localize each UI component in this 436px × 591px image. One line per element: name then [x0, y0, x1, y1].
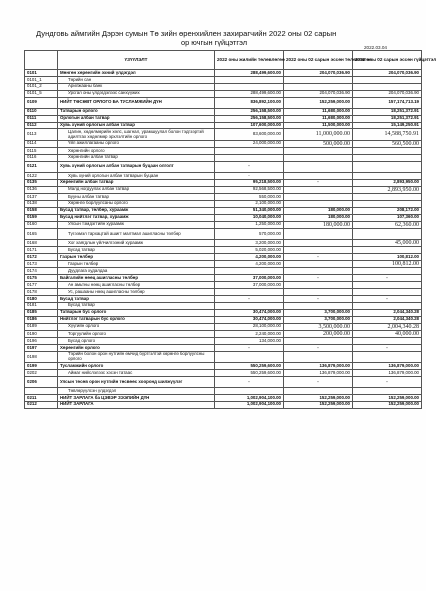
table-row [25, 388, 422, 395]
row-code: 0177 [25, 282, 58, 289]
row-annual-plan: - [215, 344, 284, 351]
row-monthly-plan [284, 302, 353, 309]
row-monthly-plan [284, 200, 353, 207]
row-label: Газрын төлбөр [58, 254, 215, 261]
row-annual-plan: 83,600,000.00 [215, 129, 284, 140]
table-row [25, 214, 422, 221]
row-monthly-plan [284, 289, 353, 296]
row-code [25, 388, 58, 395]
row-annual-plan [215, 76, 284, 83]
row-monthly-plan: 11,680,000.00 [284, 108, 353, 115]
row-monthly-plan [284, 172, 353, 179]
row-label: Татварын бус орлого [58, 309, 215, 316]
row-annual-plan: 288,499,600.00 [215, 70, 284, 77]
header-cumulative-plan: 2022 оны 02 сарын эссөн гүйцэтгэл [353, 51, 422, 70]
table-row [25, 268, 422, 275]
row-code: 0113 [25, 129, 58, 140]
table-row [25, 254, 422, 261]
row-code: 0206 [25, 376, 58, 387]
row-label: Бусад татвар [58, 302, 215, 309]
row-code: 0190 [25, 330, 58, 337]
table-row [25, 147, 422, 154]
table-row [25, 351, 422, 362]
table-row [25, 179, 422, 186]
row-code: 0158 [25, 207, 58, 214]
row-cumulative-value [353, 83, 422, 90]
table-row [25, 228, 422, 239]
row-label: Хөрөнгийн орлого [58, 147, 215, 154]
row-code: 0138 [25, 200, 58, 207]
table-row [25, 240, 422, 247]
row-annual-plan: 288,499,600.00 [215, 90, 284, 97]
row-code: 0172 [25, 254, 58, 261]
row-monthly-plan: 152,259,000.00 [284, 97, 353, 108]
row-cumulative-value: 18,251,372.91 [353, 108, 422, 115]
row-code: 0174 [25, 268, 58, 275]
header-monthly-plan: 2022 оны 02 сарын эссөн төлөвлөгөө [284, 51, 353, 70]
header-code [25, 51, 58, 70]
row-monthly-plan [284, 261, 353, 268]
row-cumulative-value: 208,172.00 [353, 207, 422, 214]
row-annual-plan: 134,000.00 [215, 338, 284, 345]
row-code: 0160 [25, 221, 58, 228]
row-monthly-plan: - [284, 275, 353, 282]
row-label: Бусад татвар, төлбөр, хураамж [58, 207, 215, 214]
table-row [25, 369, 422, 376]
row-annual-plan [215, 83, 284, 90]
row-annual-plan: 92,568,500.00 [215, 186, 284, 193]
row-monthly-plan: - [284, 376, 353, 387]
row-annual-plan: 10,040,000.00 [215, 214, 284, 221]
row-code: 0122 [25, 172, 58, 179]
row-cumulative-value: 107,360.00 [353, 214, 422, 221]
row-code: 0137 [25, 193, 58, 200]
row-annual-plan: 550,259,600.00 [215, 369, 284, 376]
row-annual-plan: - [215, 295, 284, 302]
row-label: Бусад орлого [58, 338, 215, 345]
row-annual-plan [215, 388, 284, 395]
row-code: 0135 [25, 179, 58, 186]
row-annual-plan: 107,600,000.00 [215, 122, 284, 129]
row-annual-plan: 37,000,000.00 [215, 282, 284, 289]
row-cumulative-value: 136,879,000.00 [353, 363, 422, 370]
row-annual-plan [215, 268, 284, 275]
table-row [25, 282, 422, 289]
row-cumulative-value [353, 282, 422, 289]
row-label: Аймаг нийслэлээс хэсэн татаас [58, 369, 215, 376]
row-annual-plan: 28,100,000.00 [215, 323, 284, 330]
row-label: Цалин, хөдөлмөрийн хөлс, шагнал, урамшуулал болон тэдгээртэй адилтгах хөдөлмөр эрхлэлтийн орлого [58, 129, 215, 140]
row-monthly-plan [284, 351, 353, 362]
row-monthly-plan: 11,000,000.00 [284, 129, 353, 140]
row-code: 0114 [25, 140, 58, 147]
row-code: 0196 [25, 338, 58, 345]
table-row [25, 394, 422, 401]
row-annual-plan: 30,474,000.00 [215, 316, 284, 323]
table-row [25, 70, 422, 77]
row-code: 0112 [25, 122, 58, 129]
row-cumulative-value [353, 228, 422, 239]
row-code: 0175 [25, 275, 58, 282]
row-label: Ус, рашааны нөөц ашигласны төлбөр [58, 289, 215, 296]
row-label: Тәрийн болон орон нутгийн өмчид бүртгэлтэй хөрөнгө борлуулсны орлого [58, 351, 215, 362]
table-row [25, 261, 422, 268]
row-code: 0136 [25, 186, 58, 193]
row-code: 0171 [25, 247, 58, 254]
table-row [25, 161, 422, 172]
row-cumulative-value [353, 76, 422, 83]
row-cumulative-value [353, 161, 422, 172]
table-row [25, 115, 422, 122]
row-code: 0198 [25, 351, 58, 362]
row-code: 0101_1 [25, 76, 58, 83]
row-monthly-plan [284, 282, 353, 289]
table-row [25, 76, 422, 83]
row-cumulative-value: 18,251,372.91 [353, 115, 422, 122]
row-cumulative-value: 157,174,713.19 [353, 97, 422, 108]
row-annual-plan: 1,002,904,100.00 [215, 401, 284, 408]
table-row [25, 122, 422, 129]
row-annual-plan: 30,474,000.00 [215, 309, 284, 316]
row-cumulative-value [353, 247, 422, 254]
row-code: 0121 [25, 161, 58, 172]
row-monthly-plan: 200,000.00 [284, 330, 353, 337]
row-monthly-plan: - [284, 254, 353, 261]
row-annual-plan: 2,240,000.00 [215, 330, 284, 337]
row-code: 0178 [25, 289, 58, 296]
row-cumulative-value: 136,879,000.00 [353, 369, 422, 376]
row-monthly-plan: - [284, 295, 353, 302]
row-annual-plan: 37,000,000.00 [215, 275, 284, 282]
row-monthly-plan: 500,000.00 [284, 140, 353, 147]
row-cumulative-value: 40,000.00 [353, 330, 422, 337]
row-label: НИЙТ ЗАРЛАГА [58, 401, 215, 408]
table-row [25, 129, 422, 140]
row-label: Хог хаягдлын үйлчилгээний хураамж [58, 240, 215, 247]
row-code: 0181 [25, 302, 58, 309]
row-annual-plan: 3,200,000.00 [215, 240, 284, 247]
table-row [25, 186, 422, 193]
row-annual-plan: 5,020,000.00 [215, 247, 284, 254]
row-annual-plan [215, 351, 284, 362]
row-label: Хөрөнгө борлуулсаны орлого [58, 200, 215, 207]
row-annual-plan: 1,250,000.00 [215, 221, 284, 228]
row-label: НИЙТ ЗАРЛАГА ба ЦЭВЭР ЗЭЭЛИЙН ДҮН [58, 394, 215, 401]
row-monthly-plan: 180,000.00 [284, 214, 353, 221]
row-monthly-plan: 3,700,000.00 [284, 309, 353, 316]
row-label: Улсын төсөв орон нутгийн төсвөөс хооронд шилжүүлэг [58, 376, 215, 387]
row-monthly-plan [284, 388, 353, 395]
row-cumulative-value [353, 154, 422, 161]
table-row [25, 338, 422, 345]
row-cumulative-value: 560,500.00 [353, 140, 422, 147]
row-cumulative-value: 2,044,340.28 [353, 316, 422, 323]
row-cumulative-value: 152,259,000.00 [353, 394, 422, 401]
row-label: Мөнгөн хөрөнгийн эхний үлдэгдэл [58, 70, 215, 77]
row-monthly-plan: 11,500,000.00 [284, 122, 353, 129]
table-row [25, 90, 422, 97]
row-label: Төрийн сан [58, 76, 215, 83]
row-monthly-plan: 136,879,000.00 [284, 369, 353, 376]
row-cumulative-value: 204,070,036.90 [353, 90, 422, 97]
table-row [25, 401, 422, 408]
row-label: Бусад татвар [58, 247, 215, 254]
row-label: Байгалийн нөөц ашигласны төлбөр [58, 275, 215, 282]
row-annual-plan: 550,259,600.00 [215, 363, 284, 370]
table-row [25, 323, 422, 330]
table-row [25, 108, 422, 115]
row-monthly-plan [284, 76, 353, 83]
row-annual-plan: 51,340,000.00 [215, 207, 284, 214]
row-monthly-plan [284, 240, 353, 247]
row-label: Бусад нийтлэг татвар, хураамж [58, 214, 215, 221]
row-label: Орлогын албан татвар [58, 115, 215, 122]
row-monthly-plan: 204,070,036.90 [284, 70, 353, 77]
row-annual-plan: 24,000,000.00 [215, 140, 284, 147]
row-cumulative-value [353, 268, 422, 275]
row-cumulative-value: - [353, 344, 422, 351]
row-monthly-plan [284, 186, 353, 193]
row-code: 0109 [25, 97, 58, 108]
row-code: 0173 [25, 261, 58, 268]
row-label: Улсын тэмдэгтийн хураамж [58, 221, 215, 228]
row-monthly-plan [284, 161, 353, 172]
row-code: 0111 [25, 115, 58, 122]
table-row [25, 316, 422, 323]
row-code: 0101 [25, 70, 58, 77]
row-label: Хувь хүний орлогын албан татвар [58, 122, 215, 129]
row-monthly-plan: 136,879,000.00 [284, 363, 353, 370]
row-monthly-plan: 180,000.00 [284, 221, 353, 228]
row-monthly-plan: 152,259,000.00 [284, 394, 353, 401]
row-monthly-plan [284, 338, 353, 345]
row-cumulative-value: 15,149,250.91 [353, 122, 422, 129]
row-annual-plan: - [215, 161, 284, 172]
table-row [25, 207, 422, 214]
row-monthly-plan [284, 228, 353, 239]
row-code: 0116 [25, 154, 58, 161]
row-code: 0159 [25, 214, 58, 221]
row-code: 0211 [25, 394, 58, 401]
row-code: 0202 [25, 369, 58, 376]
row-code: 0168 [25, 240, 58, 247]
header-indicator: ҮЗҮҮЛЭЛТ [58, 51, 215, 70]
row-monthly-plan [284, 193, 353, 200]
row-cumulative-value: - [353, 295, 422, 302]
report-date: 2022.03.04 [364, 45, 387, 50]
row-label: Хүүгийн орлого [58, 323, 215, 330]
row-label: Бусад татвар [58, 295, 215, 302]
row-label: Арилжааны банк [58, 83, 215, 90]
row-cumulative-value: 100,812.00 [353, 261, 422, 268]
row-monthly-plan [284, 83, 353, 90]
row-annual-plan [215, 147, 284, 154]
row-cumulative-value: 2,004,340.28 [353, 323, 422, 330]
table-row [25, 154, 422, 161]
row-cumulative-value: 152,259,000.00 [353, 401, 422, 408]
table-row [25, 221, 422, 228]
row-cumulative-value: 45,000.00 [353, 240, 422, 247]
row-code: 0199 [25, 363, 58, 370]
row-monthly-plan: 3,500,000.00 [284, 323, 353, 330]
row-monthly-plan [284, 268, 353, 275]
row-label: Үйл ажиллагааны орлого [58, 140, 215, 147]
row-label: Торгуулийн орлого [58, 330, 215, 337]
table-row [25, 344, 422, 351]
row-cumulative-value [353, 302, 422, 309]
row-cumulative-value [353, 172, 422, 179]
row-annual-plan: 4,200,000.00 [215, 254, 284, 261]
row-cumulative-value [353, 351, 422, 362]
row-code: 0115 [25, 147, 58, 154]
row-label: Нийтлэг татварын бус орлого [58, 316, 215, 323]
row-code: 0189 [25, 323, 58, 330]
row-label: Хөрөнгийн албан татвар [58, 154, 215, 161]
table-row [25, 200, 422, 207]
table-row [25, 275, 422, 282]
row-cumulative-value: 100,812.00 [353, 254, 422, 261]
row-cumulative-value: 204,070,036.90 [353, 70, 422, 77]
row-annual-plan: 836,892,100.00 [215, 97, 284, 108]
row-annual-plan: - [215, 172, 284, 179]
row-monthly-plan [284, 154, 353, 161]
row-code: 0180 [25, 295, 58, 302]
row-annual-plan: 256,158,500.00 [215, 108, 284, 115]
row-annual-plan: 570,000.00 [215, 228, 284, 239]
row-monthly-plan: 204,070,036.90 [284, 90, 353, 97]
row-label: Газрын төлбөр [58, 261, 215, 268]
row-code: 0101_2 [25, 83, 58, 90]
row-annual-plan [215, 154, 284, 161]
row-label: Хөрөнгийн албан татвар [58, 179, 215, 186]
table-header-row [25, 51, 422, 70]
table-row [25, 140, 422, 147]
row-label: Ан амьтны нөөц ашигласны төлбөр [58, 282, 215, 289]
row-code: 0110 [25, 108, 58, 115]
row-annual-plan: 256,158,500.00 [215, 115, 284, 122]
row-monthly-plan: - [284, 179, 353, 186]
budget-table [24, 50, 436, 409]
row-cumulative-value: - [353, 275, 422, 282]
table-row [25, 302, 422, 309]
row-cumulative-value [353, 193, 422, 200]
row-code: 0197 [25, 344, 58, 351]
row-code: 0185 [25, 309, 58, 316]
row-monthly-plan: 180,000.00 [284, 207, 353, 214]
table-row [25, 193, 422, 200]
row-annual-plan: 2,100,000.00 [215, 200, 284, 207]
row-label: Түгээмэл тархацтай ашигт малтмал ашигласны төлбөр [58, 228, 215, 239]
row-monthly-plan: 11,680,000.00 [284, 115, 353, 122]
row-annual-plan: - [215, 376, 284, 387]
row-annual-plan: 4,200,000.00 [215, 261, 284, 268]
row-annual-plan: 95,218,500.00 [215, 179, 284, 186]
row-label: Урсгал оны үлдэгдэлээс санхүүжих [58, 90, 215, 97]
row-monthly-plan: - [284, 344, 353, 351]
row-annual-plan: 550,000.00 [215, 193, 284, 200]
row-cumulative-value: - [353, 376, 422, 387]
row-annual-plan [215, 302, 284, 309]
row-cumulative-value [353, 388, 422, 395]
row-cumulative-value: 2,044,340.28 [353, 309, 422, 316]
row-cumulative-value: 14,588,750.91 [353, 129, 422, 140]
row-label: НИЙТ ТӨСӨВТ ОРЛОГО БА ТУСЛАМЖИЙН ДҮН [58, 97, 215, 108]
row-label: Татварын орлого [58, 108, 215, 115]
table-row [25, 309, 422, 316]
table-row [25, 97, 422, 108]
row-code: 0186 [25, 316, 58, 323]
row-label: Тусламжийн орлого [58, 363, 215, 370]
table-row [25, 376, 422, 387]
row-cumulative-value [353, 147, 422, 154]
row-label: Төвлөрүүлсэн үлдэгдэл [58, 388, 215, 395]
row-code: 0101_5 [25, 90, 58, 97]
table-row [25, 83, 422, 90]
row-code: 0212 [25, 401, 58, 408]
row-cumulative-value: 2,893,950.00 [353, 186, 422, 193]
row-label: Дуудлага худалдаа [58, 268, 215, 275]
row-code: 0165 [25, 228, 58, 239]
table-row [25, 363, 422, 370]
row-annual-plan [215, 289, 284, 296]
header-annual-plan: 2022 оны жилийн төлөвлөгөө [215, 51, 284, 70]
row-cumulative-value: 62,360.00 [353, 221, 422, 228]
row-label: Хөрөнгийн орлого [58, 344, 215, 351]
row-label: Бууны албан татвар [58, 193, 215, 200]
row-label: Хувь хүний орлогын албан татварын буцаан олголт [58, 161, 215, 172]
row-cumulative-value [353, 338, 422, 345]
report-title-line-1: Дундговь аймгийн Дэрэн сумын Тө зийн өренхийлен захирагчийн 2022 оны 02 сарын [36, 29, 337, 38]
row-monthly-plan [284, 147, 353, 154]
table-row [25, 295, 422, 302]
row-label: Хувь хүний орлогын албан татварын буцаан [58, 172, 215, 179]
row-cumulative-value [353, 200, 422, 207]
table-row [25, 330, 422, 337]
row-monthly-plan: 3,700,000.00 [284, 316, 353, 323]
table-row [25, 247, 422, 254]
row-annual-plan: 1,002,904,100.00 [215, 394, 284, 401]
table-row [25, 172, 422, 179]
report-title-line-2: ор ючгын гүйцэтгэл [181, 38, 248, 47]
table-row [25, 289, 422, 296]
row-cumulative-value [353, 289, 422, 296]
row-monthly-plan: 152,259,000.00 [284, 401, 353, 408]
row-cumulative-value: 2,893,950.00 [353, 179, 422, 186]
row-label: Малд ногдуулах албан татвар [58, 186, 215, 193]
row-monthly-plan [284, 247, 353, 254]
